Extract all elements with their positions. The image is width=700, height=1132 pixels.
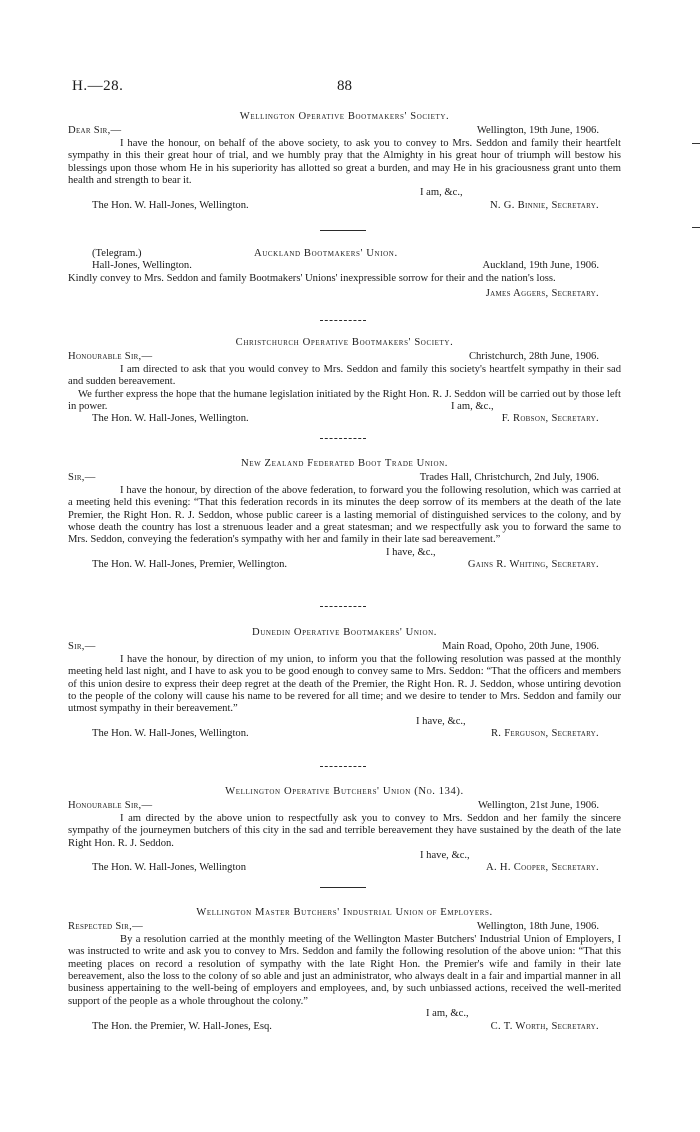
signatory: A. H. Cooper, Secretary. — [486, 862, 599, 874]
salutation: Dear Sir,— — [68, 125, 122, 137]
signatory: R. Ferguson, Secretary. — [490, 728, 599, 740]
letter-wellington-bootmakers — [68, 111, 621, 213]
letter-body: I am directed to ask that you would convey to Mrs. Seddon and family this society's heartfelt sympathy in their sad and sudden bereavement. — [68, 363, 621, 388]
salutation: Respected Sir,— — [68, 921, 143, 933]
closing: I have, &c., — [416, 715, 466, 727]
page-number: 88 — [337, 78, 352, 94]
letter-title: Christchurch Operative Bootmakers' Society. — [235, 337, 454, 348]
letter-body: I have the honour, by direction of my union, to inform you that the following resolution was passed at the monthly meeting held last night, and I have to ask you to be good enough to convey same to Mrs. Seddon: “That the officers and members of this union desire to express their deep regret at the death of the Premier, the Right Hon. R. J. Seddon, whose untiring devotion to the people of the colony will cause his name to be revered for all time; and we desire to tender to Mrs. Seddon and family our utmost sympathy in their bereavement.” — [68, 653, 621, 715]
letter-body: Kindly convey to Mrs. Seddon and family Bootmakers' Unions' inexpressible sorrow for their and the nation's loss. — [68, 272, 556, 284]
letter-christchurch-bootmakers — [68, 337, 621, 426]
salutation: Sir,— — [68, 472, 96, 484]
letter-body: By a resolution carried at the monthly meeting of the Wellington Master Butchers' Industrial Union of Employers, I was instructed to write and ask you to convey to Mrs. Seddon and family the following resolution of the above union: “That this meeting places on record a resolution of sympathy with the late Right Hon. the Premier's wife and family in their late bereavement, also the loss to the colony of so able and just an administrator, who always dealt in a fair and impartial manner in all business appertaining to the well-being of employers and employees, and, by such unbiassed actions, received the well-merited support of the people as a whole throughout the colony.” — [68, 933, 621, 1007]
closing: I am, &c., — [426, 1008, 469, 1020]
place-date: Trades Hall, Christchurch, 2nd July, 1906. — [419, 472, 599, 484]
letter-title: Wellington Operative Bootmakers' Society. — [239, 111, 450, 122]
place-date: Wellington, 18th June, 1906. — [476, 921, 599, 933]
letter-auckland-bootmakers — [68, 248, 621, 301]
addressee: The Hon. W. Hall-Jones, Wellington. — [92, 728, 249, 740]
section-divider — [320, 230, 366, 231]
signatory: James Aggers, Secretary. — [485, 288, 599, 300]
addressee: The Hon. W. Hall-Jones, Premier, Wellington. — [92, 559, 288, 571]
letter-wellington-master-butchers — [68, 907, 621, 1034]
margin-mark — [692, 227, 700, 228]
section-divider — [320, 320, 366, 321]
letter-nz-federated-boot-trade — [68, 458, 621, 572]
closing: I am, &c., — [420, 187, 463, 199]
section-divider — [320, 766, 366, 767]
salutation: Honourable Sir,— — [68, 351, 153, 363]
signatory: Gains R. Whiting, Secretary. — [467, 559, 599, 571]
section-divider — [320, 606, 366, 607]
letter-title: Dunedin Operative Bootmakers' Union. — [251, 627, 438, 638]
document-reference: H.—28. — [72, 78, 124, 94]
signatory: C. T. Worth, Secretary. — [490, 1020, 599, 1032]
place-date: Wellington, 21st June, 1906. — [478, 800, 599, 812]
letter-wellington-butchers — [68, 786, 621, 875]
place-date: Wellington, 19th June, 1906. — [476, 125, 599, 137]
letter-title: New Zealand Federated Boot Trade Union. — [240, 458, 449, 469]
closing: I have, &c., — [386, 546, 436, 558]
addressee: The Hon. the Premier, W. Hall-Jones, Esq. — [92, 1020, 272, 1032]
letter-title: Auckland Bootmakers' Union. — [254, 248, 398, 259]
letter-body: I am directed by the above union to respectfully ask you to convey to Mrs. Seddon and her family the sincere sympathy of the journeymen butchers of this city in the sad and terrible bereavement they have sustained by the death of the late Right Hon. R. J. Seddon. — [68, 812, 621, 849]
addressee: The Hon. W. Hall-Jones, Wellington — [92, 862, 247, 874]
letter-body: I have the honour, by direction of the above federation, to forward you the following resolution, which was carried at a meeting held this evening: “That this federation records in its minutes the deep sorrow of its members at the death of the late Premier, the Right Hon. R. J. Seddon, whose public career is a lasting memorial of distinguished services to the colony, and by whose death the country has lost a strenuous leader and a great statesman; and we respectfully ask you to forward the same to Mrs. Seddon, conveying the federation's sympathy with her and family in their late sad bereavement.” — [68, 484, 621, 546]
salutation: Sir,— — [68, 641, 96, 653]
closing: I have, &c., — [420, 850, 470, 862]
place-date: Christchurch, 28th June, 1906. — [468, 351, 599, 363]
salutation: Honourable Sir,— — [68, 800, 153, 812]
letter-title: Wellington Operative Butchers' Union (No. 134). — [225, 786, 464, 797]
letter-body: We further express the hope that the humane legislation initiated by the Right Hon. R. J. Seddon will be carried out by those left in power. — [68, 388, 621, 413]
place-date: Main Road, Opoho, 20th June, 1906. — [442, 641, 599, 653]
letter-dunedin-bootmakers — [68, 627, 621, 741]
signatory: F. Robson, Secretary. — [501, 413, 599, 425]
salutation: Hall-Jones, Wellington. — [92, 260, 192, 272]
addressee: The Hon. W. Hall-Jones, Wellington. — [92, 413, 249, 425]
place-date: Auckland, 19th June, 1906. — [482, 260, 599, 272]
telegram-label: (Telegram.) — [92, 248, 142, 259]
margin-mark — [692, 143, 700, 144]
section-divider — [320, 887, 366, 888]
section-divider — [320, 438, 366, 439]
letter-title: Wellington Master Butchers' Industrial Union of Employers. — [196, 907, 493, 918]
closing: I am, &c., — [451, 401, 494, 413]
addressee: The Hon. W. Hall-Jones, Wellington. — [92, 199, 249, 211]
letter-body: I have the honour, on behalf of the above society, to ask you to convey to Mrs. Seddon and family their heartfelt sympathy in this their great hour of trial, and we humbly pray that the Almighty in his great hour of triumph will bestow his blessings upon those whom He in his superiority has allotted so great a burden, and may He in his graciousness grant unto them health and strength to bear it. — [68, 137, 621, 187]
signatory: N. G. Binnie, Secretary. — [489, 199, 599, 211]
